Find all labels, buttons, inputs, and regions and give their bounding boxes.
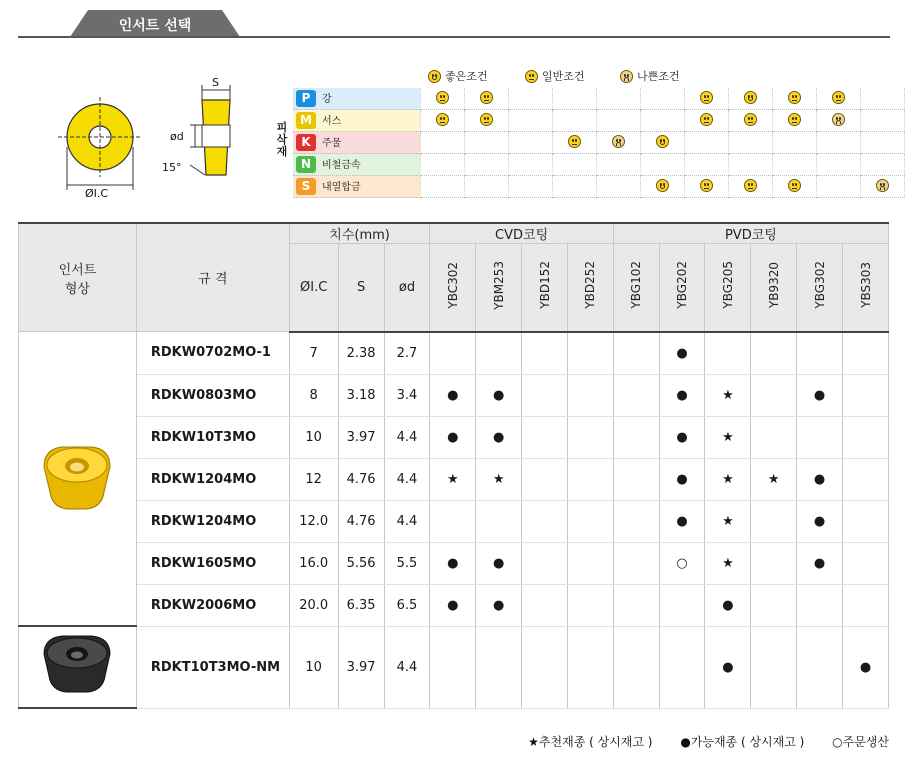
material-condition-cell bbox=[772, 88, 816, 110]
grade-name: YBG205 bbox=[720, 261, 735, 310]
material-row bbox=[293, 110, 905, 132]
material-name-cell bbox=[293, 110, 420, 132]
dimension-header: 치수(mm) bbox=[289, 223, 430, 244]
availability-cell bbox=[567, 332, 613, 375]
availability-cell bbox=[476, 626, 522, 708]
grade-col-header bbox=[430, 244, 476, 332]
material-condition-cell bbox=[640, 132, 684, 154]
cvd-header: CVD코팅 bbox=[430, 223, 613, 244]
spec-cell: RDKW0803MO bbox=[136, 374, 289, 416]
dimension-cell: 2.7 bbox=[384, 332, 430, 375]
pvd-header: PVD코팅 bbox=[613, 223, 888, 244]
table-row bbox=[19, 416, 889, 458]
table-row bbox=[19, 500, 889, 542]
grade-name: YBS303 bbox=[858, 262, 873, 309]
material-condition-cell bbox=[420, 88, 464, 110]
grade-name: YBM253 bbox=[491, 260, 506, 310]
dimension-cell: 3.97 bbox=[338, 626, 384, 708]
availability-cell: ★ bbox=[705, 458, 751, 500]
normal-face-icon bbox=[525, 70, 538, 83]
table-row bbox=[19, 584, 889, 626]
dimension-cell: 3.4 bbox=[384, 374, 430, 416]
material-condition-cell bbox=[596, 110, 640, 132]
material-condition-cell bbox=[552, 110, 596, 132]
availability-cell bbox=[797, 584, 843, 626]
d-dimension-label: ød bbox=[170, 130, 184, 143]
availability-cell bbox=[567, 500, 613, 542]
availability-cell: ● bbox=[659, 500, 705, 542]
material-condition-cell bbox=[420, 176, 464, 198]
availability-cell bbox=[843, 584, 889, 626]
material-name: 내열합금 bbox=[322, 181, 361, 193]
availability-cell bbox=[751, 626, 797, 708]
spec-cell: RDKT10T3MO-NM bbox=[136, 626, 289, 708]
material-condition-cell bbox=[552, 154, 596, 176]
material-condition-cell bbox=[860, 88, 904, 110]
table-row bbox=[19, 626, 889, 708]
grade-col-header bbox=[567, 244, 613, 332]
grade-col-header bbox=[751, 244, 797, 332]
availability-cell bbox=[567, 626, 613, 708]
insert-shape-cell bbox=[19, 626, 137, 708]
availability-cell: ● bbox=[476, 374, 522, 416]
bad-face-icon bbox=[612, 135, 625, 148]
spec-cell: RDKW2006MO bbox=[136, 584, 289, 626]
normal-face-icon bbox=[436, 91, 449, 104]
availability-cell bbox=[522, 458, 568, 500]
bad-face-icon bbox=[876, 179, 889, 192]
normal-face-icon bbox=[700, 113, 713, 126]
availability-cell bbox=[522, 626, 568, 708]
material-condition-cell bbox=[464, 132, 508, 154]
material-condition-cell bbox=[728, 110, 772, 132]
dimension-cell: 3.97 bbox=[338, 416, 384, 458]
availability-cell bbox=[567, 416, 613, 458]
availability-cell bbox=[613, 626, 659, 708]
availability-cell bbox=[522, 332, 568, 375]
grade-name: YBD252 bbox=[583, 261, 598, 310]
material-row bbox=[293, 176, 905, 198]
material-condition-cell bbox=[508, 88, 552, 110]
availability-cell: ● bbox=[659, 458, 705, 500]
material-name: 서스 bbox=[322, 115, 342, 127]
dimension-cell: 4.4 bbox=[384, 458, 430, 500]
shape-header: 인서트 형상 bbox=[19, 223, 137, 332]
diagram-svg bbox=[50, 75, 280, 200]
dimension-cell: 4.4 bbox=[384, 626, 430, 708]
material-condition-cell bbox=[684, 88, 728, 110]
material-row bbox=[293, 88, 905, 110]
availability-cell: ○ bbox=[659, 542, 705, 584]
normal-face-icon bbox=[568, 135, 581, 148]
normal-face-icon bbox=[480, 113, 493, 126]
legend-bad bbox=[620, 67, 680, 85]
material-condition-cell bbox=[420, 154, 464, 176]
dimension-cell: 16.0 bbox=[289, 542, 338, 584]
material-condition-cell bbox=[772, 176, 816, 198]
insert-shape-cell bbox=[19, 332, 137, 627]
material-letter-badge: N bbox=[296, 156, 316, 173]
availability-cell bbox=[797, 332, 843, 375]
good-face-icon bbox=[656, 179, 669, 192]
dimension-cell: 5.5 bbox=[384, 542, 430, 584]
availability-cell: ★ bbox=[430, 458, 476, 500]
grade-col-header bbox=[659, 244, 705, 332]
availability-cell bbox=[613, 500, 659, 542]
availability-cell: ★ bbox=[705, 374, 751, 416]
material-row bbox=[293, 132, 905, 154]
material-condition-cell bbox=[508, 176, 552, 198]
availability-cell: ● bbox=[476, 584, 522, 626]
material-name-cell bbox=[293, 176, 420, 198]
material-condition-cell bbox=[772, 154, 816, 176]
material-condition-grid bbox=[293, 88, 905, 198]
availability-cell bbox=[613, 542, 659, 584]
material-condition-cell bbox=[464, 110, 508, 132]
material-condition-cell bbox=[552, 88, 596, 110]
availability-cell bbox=[567, 374, 613, 416]
normal-face-icon bbox=[436, 113, 449, 126]
table-row bbox=[19, 458, 889, 500]
availability-cell bbox=[476, 332, 522, 375]
dimension-cell: 10 bbox=[289, 626, 338, 708]
dimension-cell: 4.4 bbox=[384, 500, 430, 542]
material-condition-cell bbox=[860, 110, 904, 132]
dimension-col-header: S bbox=[338, 244, 384, 332]
material-condition-cell bbox=[464, 176, 508, 198]
black-insert-image bbox=[32, 630, 122, 700]
availability-cell bbox=[843, 416, 889, 458]
material-condition-cell bbox=[596, 88, 640, 110]
availability-cell bbox=[567, 584, 613, 626]
normal-face-icon bbox=[744, 179, 757, 192]
material-condition-cell bbox=[728, 154, 772, 176]
grade-col-header bbox=[522, 244, 568, 332]
availability-cell: ● bbox=[659, 332, 705, 375]
availability-cell bbox=[522, 500, 568, 542]
grade-col-header bbox=[843, 244, 889, 332]
insert-dimension-diagram bbox=[50, 75, 280, 200]
ic-dimension-label: ØI.C bbox=[85, 187, 109, 200]
availability-cell bbox=[659, 584, 705, 626]
spec-cell: RDKW1204MO bbox=[136, 500, 289, 542]
availability-cell: ● bbox=[797, 542, 843, 584]
material-condition-cell bbox=[508, 132, 552, 154]
material-name: 주물 bbox=[322, 137, 342, 149]
good-face-icon bbox=[428, 70, 441, 83]
legend-bad-label: 나쁜조건 bbox=[637, 70, 680, 83]
availability-cell: ★ bbox=[476, 458, 522, 500]
availability-cell bbox=[797, 416, 843, 458]
note-available: ●가능재종 ( 상시재고 ) bbox=[680, 735, 805, 749]
note-order: ○주문생산 bbox=[832, 735, 889, 749]
dimension-cell: 6.35 bbox=[338, 584, 384, 626]
material-condition-cell bbox=[420, 110, 464, 132]
grade-name: YBD152 bbox=[537, 261, 552, 310]
material-name-cell bbox=[293, 154, 420, 176]
availability-cell: ● bbox=[430, 542, 476, 584]
material-condition-cell bbox=[640, 88, 684, 110]
grade-col-header bbox=[797, 244, 843, 332]
material-name-cell bbox=[293, 88, 420, 110]
dimension-cell: 3.18 bbox=[338, 374, 384, 416]
normal-face-icon bbox=[788, 91, 801, 104]
insert-spec-table bbox=[18, 222, 889, 709]
availability-cell bbox=[430, 500, 476, 542]
normal-face-icon bbox=[700, 91, 713, 104]
material-letter-badge: M bbox=[296, 112, 316, 129]
availability-cell bbox=[751, 374, 797, 416]
normal-face-icon bbox=[480, 91, 493, 104]
availability-cell bbox=[613, 416, 659, 458]
material-condition-cell bbox=[552, 132, 596, 154]
availability-cell: ● bbox=[430, 416, 476, 458]
material-condition-cell bbox=[860, 154, 904, 176]
material-condition-cell bbox=[860, 176, 904, 198]
legend-normal-label: 일반조건 bbox=[542, 70, 585, 83]
material-condition-cell bbox=[772, 110, 816, 132]
material-condition-cell bbox=[684, 176, 728, 198]
availability-cell bbox=[522, 416, 568, 458]
availability-cell bbox=[659, 626, 705, 708]
dimension-cell: 2.38 bbox=[338, 332, 384, 375]
dimension-cell: 20.0 bbox=[289, 584, 338, 626]
legend-good bbox=[428, 67, 488, 85]
spec-header: 규 격 bbox=[136, 223, 289, 332]
availability-cell: ● bbox=[797, 374, 843, 416]
material-condition-cell bbox=[596, 132, 640, 154]
normal-face-icon bbox=[788, 179, 801, 192]
material-condition-cell bbox=[640, 154, 684, 176]
material-condition-cell bbox=[816, 132, 860, 154]
legend-good-label: 좋은조건 bbox=[445, 70, 488, 83]
availability-cell bbox=[797, 626, 843, 708]
bad-face-icon bbox=[620, 70, 633, 83]
availability-cell bbox=[751, 584, 797, 626]
dimension-cell: 10 bbox=[289, 416, 338, 458]
normal-face-icon bbox=[832, 91, 845, 104]
material-condition-cell bbox=[420, 132, 464, 154]
availability-cell: ● bbox=[659, 374, 705, 416]
availability-cell: ★ bbox=[751, 458, 797, 500]
material-condition-cell bbox=[640, 176, 684, 198]
dimension-cell: 8 bbox=[289, 374, 338, 416]
availability-cell bbox=[613, 374, 659, 416]
availability-cell: ● bbox=[705, 584, 751, 626]
material-condition-cell bbox=[684, 154, 728, 176]
availability-cell bbox=[751, 416, 797, 458]
availability-cell bbox=[843, 500, 889, 542]
grade-name: YBG202 bbox=[675, 261, 690, 310]
dimension-col-header: ød bbox=[384, 244, 430, 332]
availability-cell: ● bbox=[430, 584, 476, 626]
grade-col-header bbox=[705, 244, 751, 332]
dimension-cell: 4.4 bbox=[384, 416, 430, 458]
material-condition-cell bbox=[684, 132, 728, 154]
availability-cell: ● bbox=[797, 500, 843, 542]
availability-cell bbox=[430, 332, 476, 375]
grade-name: YBG102 bbox=[629, 261, 644, 310]
dimension-cell: 12.0 bbox=[289, 500, 338, 542]
availability-cell: ● bbox=[476, 542, 522, 584]
material-letter-badge: K bbox=[296, 134, 316, 151]
availability-cell: ★ bbox=[705, 416, 751, 458]
availability-cell bbox=[522, 542, 568, 584]
material-condition-cell bbox=[728, 132, 772, 154]
dimension-cell: 7 bbox=[289, 332, 338, 375]
availability-cell bbox=[522, 374, 568, 416]
dimension-cell: 4.76 bbox=[338, 500, 384, 542]
availability-cell bbox=[567, 542, 613, 584]
availability-cell: ● bbox=[797, 458, 843, 500]
material-condition-cell bbox=[816, 154, 860, 176]
dimension-cell: 5.56 bbox=[338, 542, 384, 584]
dimension-cell: 4.76 bbox=[338, 458, 384, 500]
dimension-cell: 12 bbox=[289, 458, 338, 500]
availability-cell bbox=[522, 584, 568, 626]
grade-name: YBG302 bbox=[812, 261, 827, 310]
footnote bbox=[504, 733, 889, 750]
yellow-insert-image bbox=[32, 437, 122, 517]
material-condition-cell bbox=[816, 88, 860, 110]
good-face-icon bbox=[656, 135, 669, 148]
availability-cell bbox=[751, 542, 797, 584]
material-letter-badge: P bbox=[296, 90, 316, 107]
material-condition-cell bbox=[552, 176, 596, 198]
material-condition-cell bbox=[816, 176, 860, 198]
legend-normal bbox=[525, 67, 585, 85]
material-condition-cell bbox=[772, 132, 816, 154]
grade-col-header bbox=[613, 244, 659, 332]
material-condition-cell bbox=[508, 110, 552, 132]
availability-cell bbox=[843, 458, 889, 500]
availability-cell bbox=[843, 542, 889, 584]
table-row bbox=[19, 332, 889, 375]
normal-face-icon bbox=[788, 113, 801, 126]
good-face-icon bbox=[744, 91, 757, 104]
availability-cell bbox=[613, 584, 659, 626]
grade-name: YBC302 bbox=[445, 261, 460, 309]
availability-cell: ● bbox=[430, 374, 476, 416]
material-condition-cell bbox=[640, 110, 684, 132]
availability-cell: ● bbox=[843, 626, 889, 708]
material-condition-cell bbox=[596, 176, 640, 198]
availability-cell bbox=[705, 332, 751, 375]
material-name-cell bbox=[293, 132, 420, 154]
material-condition-cell bbox=[596, 154, 640, 176]
dimension-cell: 6.5 bbox=[384, 584, 430, 626]
s-dimension-label: S bbox=[212, 76, 219, 89]
availability-cell bbox=[843, 374, 889, 416]
availability-cell bbox=[751, 332, 797, 375]
spec-cell: RDKW0702MO-1 bbox=[136, 332, 289, 375]
title-underline bbox=[18, 36, 890, 38]
material-condition-cell bbox=[860, 132, 904, 154]
spec-cell: RDKW10T3MO bbox=[136, 416, 289, 458]
availability-cell: ★ bbox=[705, 500, 751, 542]
availability-cell bbox=[476, 500, 522, 542]
grade-name: YB9320 bbox=[766, 262, 781, 309]
angle-label: 15° bbox=[162, 161, 182, 174]
material-condition-cell bbox=[728, 176, 772, 198]
material-condition-cell bbox=[464, 88, 508, 110]
table-row bbox=[19, 374, 889, 416]
section-tab bbox=[70, 10, 240, 37]
material-condition-cell bbox=[464, 154, 508, 176]
availability-cell bbox=[430, 626, 476, 708]
material-letter-badge: S bbox=[296, 178, 316, 195]
availability-cell: ● bbox=[705, 626, 751, 708]
material-condition-cell bbox=[684, 110, 728, 132]
availability-cell: ● bbox=[659, 416, 705, 458]
spec-cell: RDKW1204MO bbox=[136, 458, 289, 500]
availability-cell bbox=[843, 332, 889, 375]
bad-face-icon bbox=[832, 113, 845, 126]
normal-face-icon bbox=[744, 113, 757, 126]
note-recommended: ★추천재종 ( 상시재고 ) bbox=[528, 735, 653, 749]
material-condition-cell bbox=[508, 154, 552, 176]
availability-cell: ● bbox=[476, 416, 522, 458]
table-row bbox=[19, 542, 889, 584]
material-condition-cell bbox=[816, 110, 860, 132]
section-title: 인서트 선택 bbox=[118, 18, 192, 34]
material-label: 피 삭 재 bbox=[276, 121, 288, 158]
availability-cell: ★ bbox=[705, 542, 751, 584]
dimension-col-header: ØI.C bbox=[289, 244, 338, 332]
availability-cell bbox=[613, 332, 659, 375]
material-name: 강 bbox=[322, 93, 332, 105]
material-condition-cell bbox=[728, 88, 772, 110]
spec-cell: RDKW1605MO bbox=[136, 542, 289, 584]
material-name: 비철금속 bbox=[322, 159, 361, 171]
availability-cell bbox=[751, 500, 797, 542]
normal-face-icon bbox=[700, 179, 713, 192]
material-row bbox=[293, 154, 905, 176]
grade-col-header bbox=[476, 244, 522, 332]
availability-cell bbox=[613, 458, 659, 500]
availability-cell bbox=[567, 458, 613, 500]
